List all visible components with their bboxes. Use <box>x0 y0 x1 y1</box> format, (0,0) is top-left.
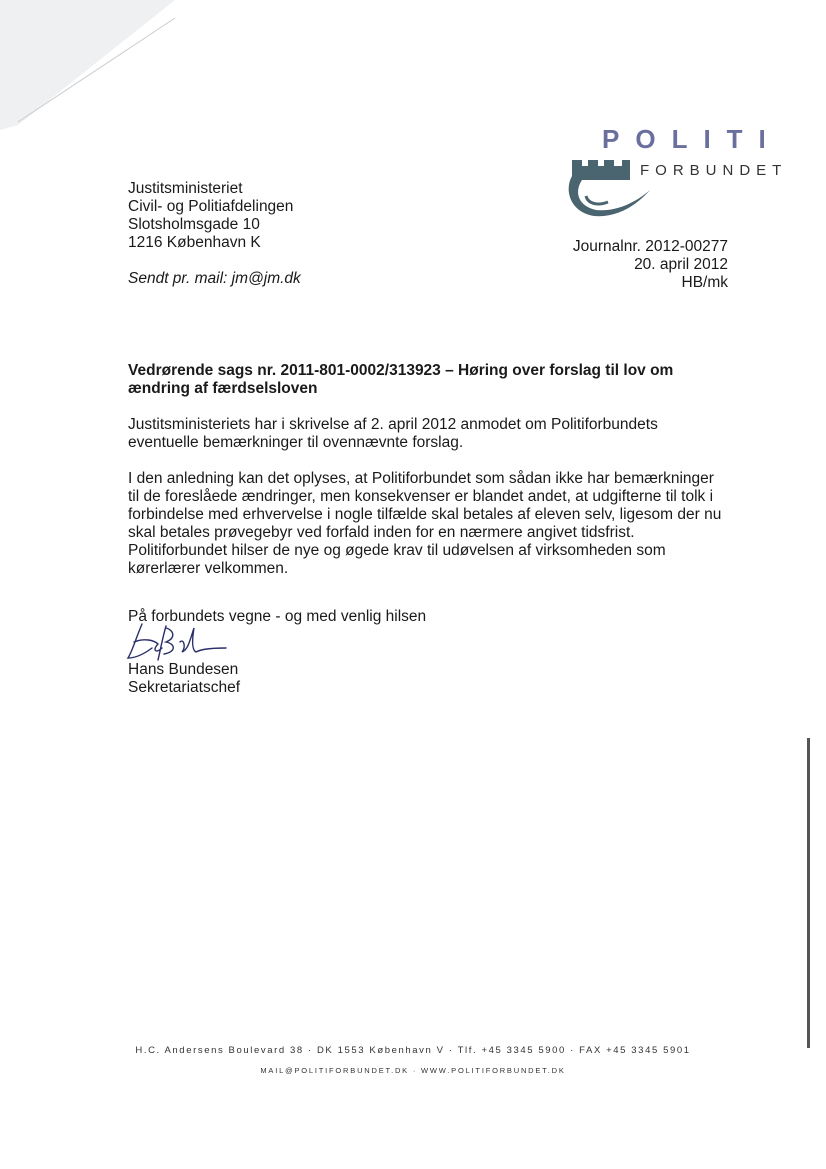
letter-body <box>128 416 728 596</box>
letter-date: 20. april 2012 <box>634 256 728 273</box>
recipient-street: Slotsholmsgade 10 <box>128 216 260 233</box>
scan-artifact <box>0 0 200 140</box>
recipient-address <box>128 180 293 252</box>
paragraph: Politiforbundet hilser de nye og øgede krav til udøvelsen af virksomheden som kørerlærer velkommen. <box>128 542 666 577</box>
recipient-department: Civil- og Politiafdelingen <box>128 198 294 215</box>
paragraph: I den anledning kan det oplyses, at Politiforbundet som sådan ikke har bemærkninger til de foreslåede ændringer, men konsekvenser er blandet andet, at udgifterne til tolk i forbindelse med erhvervelse i nogle tilfælde skal betales af eleven selv, ligesom der nu skal betales prøvegebyr ved forfald inden for en nærmere angivet tidsfrist. <box>128 470 722 541</box>
politiforbundet-logo <box>560 122 800 232</box>
paragraph: Justitsministeriets har i skrivelse af 2. april 2012 anmodet om Politiforbundets eventuelle bemærkninger til ovennævnte forslag. <box>128 416 658 451</box>
signer-title: Sekretariatschef <box>128 679 240 696</box>
footer-contact: MAIL@POLITIFORBUNDET.DK · WWW.POLITIFORBUNDET.DK <box>260 1066 566 1075</box>
sent-by-mail: Sendt pr. mail: jm@jm.dk <box>128 270 301 287</box>
footer-address: H.C. Andersens Boulevard 38 · DK 1553 København V · Tlf. +45 3345 5900 · FAX +45 3345 5901 <box>135 1045 691 1056</box>
recipient-city: 1216 København K <box>128 234 261 251</box>
letter-subject: Vedrørende sags nr. 2011-801-0002/313923 – Høring over forslag til lov om ændring af færdselsloven <box>128 362 674 397</box>
closing-line: På forbundets vegne - og med venlig hilsen <box>128 608 427 625</box>
recipient-name: Justitsministeriet <box>128 180 243 197</box>
handwritten-signature <box>122 618 232 666</box>
logo-title: POLITI <box>602 124 782 154</box>
journal-number: Journalnr. 2012-00277 <box>572 238 728 255</box>
scan-edge-line <box>807 738 810 1048</box>
letter-meta <box>573 238 728 292</box>
signer-block <box>128 661 240 697</box>
signer-name: Hans Bundesen <box>128 661 239 678</box>
logo-subtitle: FORBUNDET <box>640 162 788 179</box>
initials: HB/mk <box>681 274 728 291</box>
